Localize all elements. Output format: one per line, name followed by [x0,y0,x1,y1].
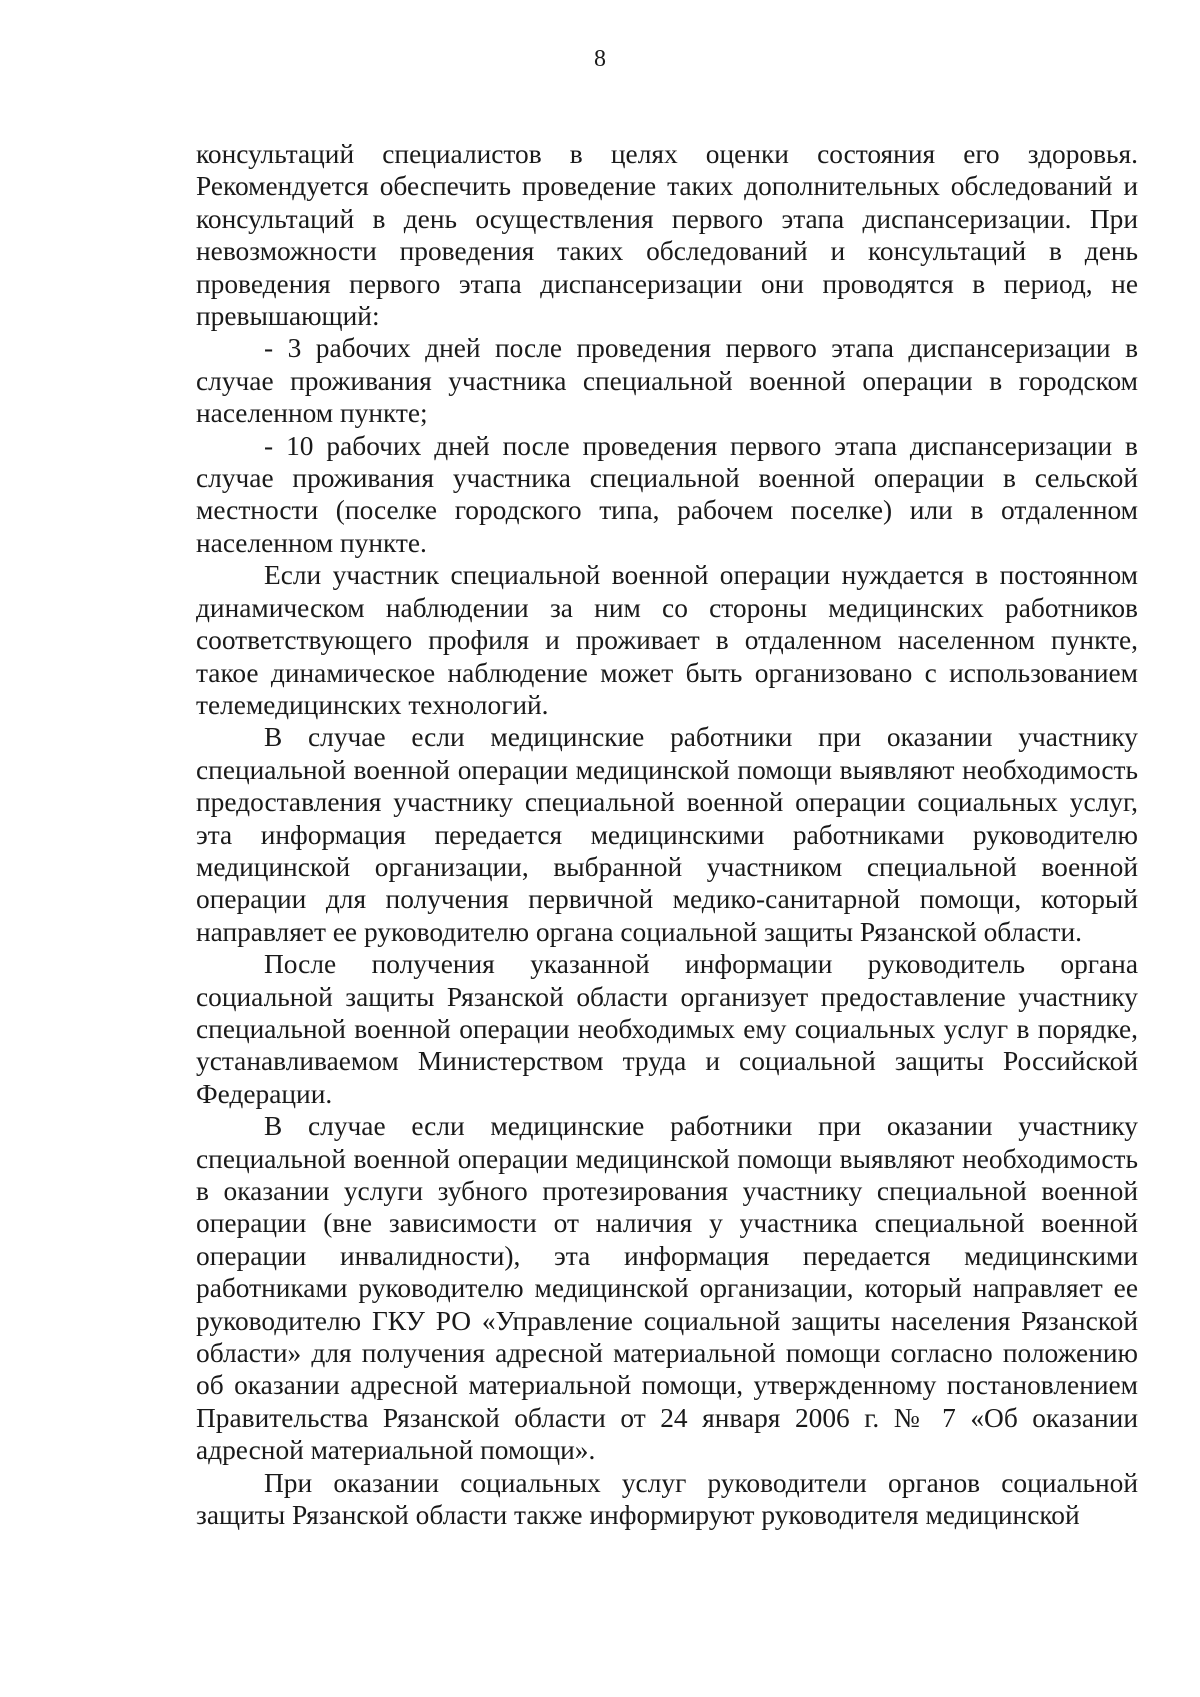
paragraph-telemedicine: Если участник специальной военной операции нуждается в постоянном динамическом наблюдении за ним со стороны медицинских работников соответствующего профиля и проживает в отдаленном населенном пункте, такое динамическое наблюдение может быть организовано с использованием телемедицинских технологий. [196,560,1138,720]
paragraph-dental-prosthetics: В случае если медицинские работники при оказании участнику специальной военной операции медицинской помощи выявляют необходимость в оказании услуги зубного протезирования участнику специальной военной операции (вне зависимости от наличия у участника специальной военной операции инвалидности), эта информация передается медицинскими работниками руководителю медицинской организации, который направляет ее руководителю ГКУ РО «Управление социальной защиты населения Рязанской области» для получения адресной материальной помощи согласно положению об оказании адресной материальной помощи, утвержденному постановлением Правительства Рязанской области от 24 января 2006 г. № 7 «Об оказании адресной материальной помощи». [196,1111,1138,1466]
document-body [196,138,1138,1531]
page-number: 8 [594,46,606,72]
paragraph-informing-heads: При оказании социальных услуг руководители органов социальной защиты Рязанской области также информируют руководителя медицинской [196,1467,1138,1531]
paragraph-social-protection: После получения указанной информации руководитель органа социальной защиты Рязанской области организует предоставление участнику специальной военной операции необходимых ему социальных услуг в порядке, устанавливаемом Министерством труда и социальной защиты Российской Федерации. [196,949,1138,1109]
paragraph-social-services-info: В случае если медицинские работники при оказании участнику специальной военной операции медицинской помощи выявляют необходимость предоставления участнику специальной военной операции социальных услуг, эта информация передается медицинскими работниками руководителю медицинской организации, выбранной участником специальной военной операции для получения первичной медико-санитарной помощи, который направляет ее руководителю органа социальной защиты Рязанской области. [196,722,1138,947]
paragraph-continuation: консультаций специалистов в целях оценки состояния его здоровья. Рекомендуется обеспечить проведение таких дополнительных обследований и консультаций в день осуществления первого этапа диспансеризации. При невозможности проведения таких обследований и консультаций в день проведения первого этапа диспансеризации они проводятся в период, не превышающий: [196,139,1138,332]
paragraph-list-item-3-days: - 3 рабочих дней после проведения первого этапа диспансеризации в случае проживания участника специальной военной операции в городском населенном пункте; [196,333,1138,429]
paragraph-list-item-10-days: - 10 рабочих дней после проведения первого этапа диспансеризации в случае проживания участника специальной военной операции в сельской местности (поселке городского типа, рабочем поселке) или в отдаленном населенном пункте. [196,430,1138,558]
